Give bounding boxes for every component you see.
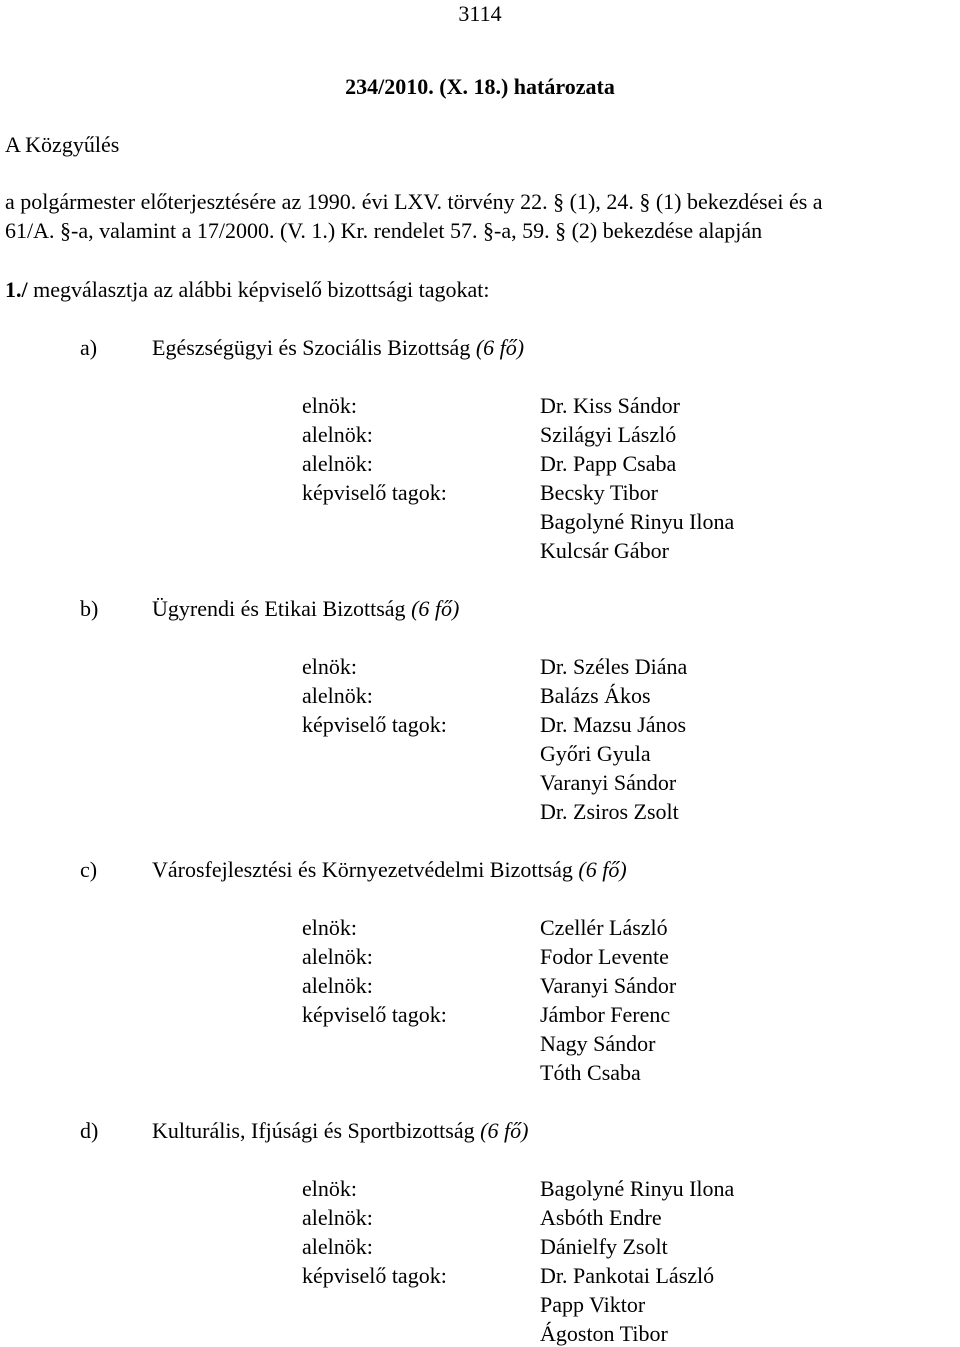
member-name: Tóth Csaba — [540, 1060, 641, 1085]
committee-title — [152, 337, 524, 359]
decision-number: 1./ — [5, 277, 28, 302]
member-name: Asbóth Endre — [540, 1205, 662, 1230]
committee-title — [152, 598, 459, 620]
member-name: Czellér László — [540, 915, 668, 940]
committee-count: (6 fő) — [480, 1118, 529, 1143]
role-label: alelnök: — [302, 1234, 373, 1259]
member-name: Bagolyné Rinyu Ilona — [540, 509, 735, 534]
member-name: Ágoston Tibor — [540, 1321, 668, 1346]
role-label: alelnök: — [302, 683, 373, 708]
document-title: 234/2010. (X. 18.) határozata — [345, 74, 615, 99]
committee-title — [152, 859, 627, 881]
role-label: elnök: — [302, 393, 357, 418]
role-label: alelnök: — [302, 944, 373, 969]
page-number: 3114 — [458, 1, 502, 26]
member-name: Dr. Kiss Sándor — [540, 393, 680, 418]
role-label: képviselő tagok: — [302, 480, 447, 505]
committee-name: Ügyrendi és Etikai Bizottság — [152, 596, 406, 621]
role-label: elnök: — [302, 654, 357, 679]
role-label: elnök: — [302, 915, 357, 940]
committee-letter: c) — [80, 857, 98, 882]
member-name: Dánielfy Zsolt — [540, 1234, 668, 1259]
decision-line — [5, 279, 489, 301]
preamble-line-1: a polgármester előterjesztésére az 1990. évi LXV. törvény 22. § (1), 24. § (1) bekezdései és a — [5, 189, 823, 214]
committee-title — [152, 1120, 528, 1142]
committee-name: Kulturális, Ifjúsági és Sportbizottság — [152, 1118, 475, 1143]
committee-name: Városfejlesztési és Környezetvédelmi Bizottság — [152, 857, 573, 882]
committee-letter: b) — [80, 596, 99, 621]
committee-letter: a) — [80, 335, 98, 360]
member-name: Bagolyné Rinyu Ilona — [540, 1176, 735, 1201]
role-label: képviselő tagok: — [302, 712, 447, 737]
member-name: Varanyi Sándor — [540, 770, 677, 795]
committee-count: (6 fő) — [411, 596, 460, 621]
preamble-line-2: 61/A. §-a, valamint a 17/2000. (V. 1.) Kr. rendelet 57. §-a, 59. § (2) bekezdése alapján — [5, 218, 763, 243]
committee-name: Egészségügyi és Szociális Bizottság — [152, 335, 471, 360]
member-name: Kulcsár Gábor — [540, 538, 669, 563]
member-name: Dr. Zsiros Zsolt — [540, 799, 679, 824]
member-name: Szilágyi László — [540, 422, 677, 447]
member-name: Becsky Tibor — [540, 480, 658, 505]
member-name: Varanyi Sándor — [540, 973, 677, 998]
decision-text: megválasztja az alábbi képviselő bizottsági tagokat: — [27, 277, 490, 302]
member-name: Dr. Széles Diána — [540, 654, 688, 679]
member-name: Dr. Pankotai László — [540, 1263, 715, 1288]
role-label: képviselő tagok: — [302, 1263, 447, 1288]
committee-count: (6 fő) — [578, 857, 627, 882]
role-label: alelnök: — [302, 451, 373, 476]
member-name: Dr. Mazsu János — [540, 712, 687, 737]
member-name: Nagy Sándor — [540, 1031, 656, 1056]
member-name: Fodor Levente — [540, 944, 669, 969]
role-label: elnök: — [302, 1176, 357, 1201]
role-label: alelnök: — [302, 422, 373, 447]
member-name: Papp Viktor — [540, 1292, 646, 1317]
role-label: képviselő tagok: — [302, 1002, 447, 1027]
member-name: Balázs Ákos — [540, 683, 651, 708]
member-name: Dr. Papp Csaba — [540, 451, 677, 476]
role-label: alelnök: — [302, 973, 373, 998]
member-name: Győri Gyula — [540, 741, 651, 766]
member-name: Jámbor Ferenc — [540, 1002, 671, 1027]
role-label: alelnök: — [302, 1205, 373, 1230]
assembly-heading: A Közgyűlés — [5, 132, 120, 157]
committee-letter: d) — [80, 1118, 99, 1143]
committee-count: (6 fő) — [475, 335, 525, 360]
